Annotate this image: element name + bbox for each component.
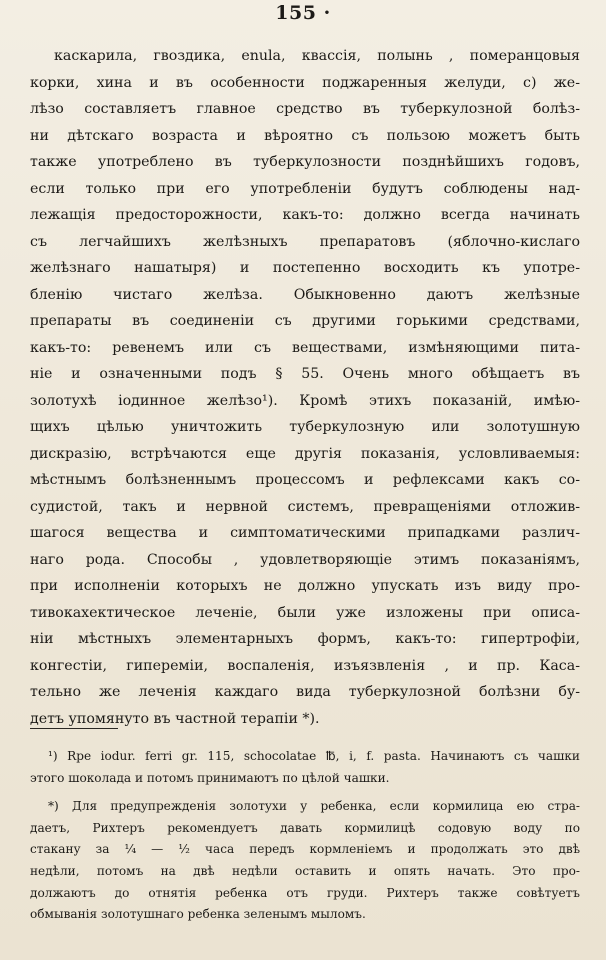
footnote-line: стакану за ¼ — ½ часа передъ кормленіемъ и продолжать это двѣ [30,842,580,857]
text-line: детъ упомянуто въ частной терапіи *). [30,710,320,727]
text-line: лѣзо составляетъ главное средство въ туберкулозной болѣз- [30,101,580,117]
text-line: шагося вещества и симптоматическими припадками различ- [30,525,580,541]
text-line: если только при его употребленіи будутъ соблюдены над- [30,180,580,197]
text-line: мѣстнымъ болѣзненнымъ процессомъ и рефлексами какъ со- [30,472,580,488]
text-line: каскарила, гвоздика, enula, квассія, полынь , померанцовыя [54,48,580,64]
footnote-2 [30,796,580,926]
text-line: тельно же леченія каждаго вида туберкулозной болѣзни бу- [30,684,580,700]
text-line: при исполненіи которыхъ не должно упускать изъ виду про- [30,578,580,594]
footnote-line: даетъ, Рихтеръ рекомендуетъ давать кормилицѣ содовую воду по [30,820,580,835]
text-line: ніе и означенными подъ § 55. Очень много обѣщаетъ въ [30,366,580,382]
text-line: ніи мѣстныхъ элементарныхъ формъ, какъ-то: гипертрофіи, [30,631,580,647]
text-line: какъ-то: ревенемъ или съ веществами, измѣняющими пита- [30,339,580,356]
footnote-separator [30,728,118,729]
text-line: бленію чистаго желѣза. Обыкновенно даютъ желѣзные [30,286,580,303]
text-line: препараты въ соединеніи съ другими горькими средствами, [30,313,580,329]
text-line: судистой, такъ и нервной системъ, превращеніями отложив- [30,498,580,515]
footnote-line: ¹) Rpe iodur. ferri gr. 115, schocolatae ℔, i, f. pasta. Начинаютъ съ чашки [48,749,580,763]
text-line: корки, хина и въ особенности поджаренныя желуди, с) же- [30,74,580,91]
footnote-line: недѣли, потомъ на двѣ недѣли оставить и опять начать. Это про- [30,863,580,878]
footnote-line: должаютъ до отнятія ребенка отъ груди. Рихтеръ также совѣтуетъ [30,885,580,900]
footnote-line: *) Для предупрежденія золотухи у ребенка, если кормилица ею стра- [48,799,580,814]
text-line: конгестіи, гипереміи, воспаленія, изъязвленія , и пр. Каса- [30,657,580,674]
text-line: лежащія предосторожности, какъ-то: должно всегда начинать [30,207,580,223]
text-line: также употреблено въ туберкулозности позднѣйшихъ годовъ, [30,154,580,170]
text-line: наго рода. Способы , удовлетворяющіе этимъ показаніямъ, [30,551,580,568]
text-line: ни дѣтскаго возраста и вѣроятно съ пользою можетъ быть [30,127,580,144]
page-number: 155 · [275,2,331,24]
text-line: желѣзнаго нашатыря) и постепенно восходить къ употре- [30,260,580,276]
text-line: съ легчайшихъ желѣзныхъ препаратовъ (яблочно-кислаго [30,233,580,250]
text-line: золотухѣ іодинное желѣзо¹). Кромѣ этихъ показаній, имѣю- [30,392,580,409]
footnote-line: этого шоколада и потомъ принимаютъ по цѣлой чашки. [30,770,390,785]
footnotes [30,746,580,933]
footnote-1 [30,746,580,789]
main-text [30,43,580,732]
text-line: тивокахектическое леченіе, были уже изложены при описа- [30,604,580,621]
text-line: дискразію, встрѣчаются еще другія показанія, условливаемыя: [30,445,580,462]
text-line: щихъ цѣлью уничтожить туберкулозную или золотушную [30,419,580,435]
footnote-line: обмыванія золотушнаго ребенка зеленымъ мыломъ. [30,907,366,922]
